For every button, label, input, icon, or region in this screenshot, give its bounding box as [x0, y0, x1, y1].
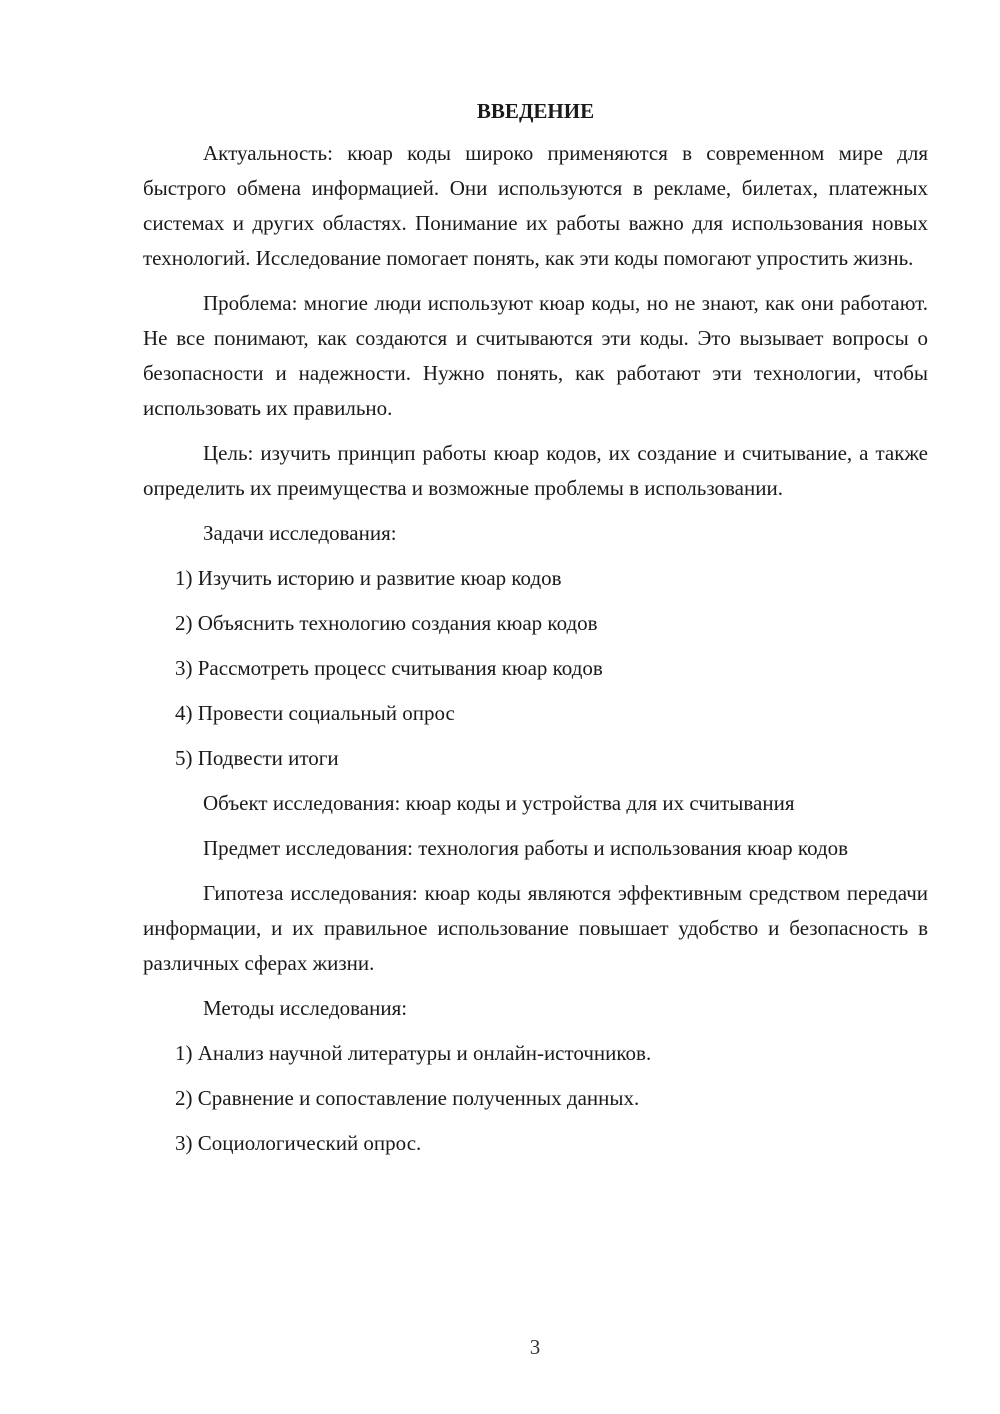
document-page [143, 96, 928, 1171]
subject-paragraph: Предмет исследования: технология работы и использования кюар кодов [203, 836, 849, 860]
object-paragraph: Объект исследования: кюар коды и устройства для их считывания [203, 791, 795, 815]
goal-paragraph: Цель: изучить принцип работы кюар кодов, их создание и считывание, а также определить их преимущества и возможные проблемы в использовании. [143, 441, 928, 500]
hypothesis-paragraph: Гипотеза исследования: кюар коды являются эффективным средством передачи информации, и их правильное использование повышает удобство и безопасность в различных сферах жизни. [143, 881, 928, 975]
methods-list [143, 1036, 928, 1161]
tasks-heading: Задачи исследования: [203, 521, 397, 545]
list-item: 2) Объяснить технологию создания кюар кодов [175, 611, 598, 635]
list-item: 1) Анализ научной литературы и онлайн-источников. [175, 1041, 652, 1065]
page-title: ВВЕДЕНИЕ [476, 99, 595, 123]
list-item: 4) Провести социальный опрос [175, 701, 455, 725]
list-item: 3) Социологический опрос. [175, 1131, 422, 1155]
relevance-paragraph: Актуальность: кюар коды широко применяются в современном мире для быстрого обмена информацией. Они используются в рекламе, билетах, платежных системах и других областях. Понимание их работы важно для использования новых технологий. Исследование помогает понять, как эти коды помогают упростить жизнь. [143, 141, 928, 270]
list-item: 3) Рассмотреть процесс считывания кюар кодов [175, 656, 603, 680]
tasks-list [143, 561, 928, 776]
problem-paragraph: Проблема: многие люди используют кюар коды, но не знают, как они работают. Не все понимают, как создаются и считываются эти коды. Это вызывает вопросы о безопасности и надежности. Нужно понять, как работают эти технологии, чтобы использовать их правильно. [143, 291, 928, 420]
list-item: 5) Подвести итоги [175, 746, 339, 770]
list-item: 1) Изучить историю и развитие кюар кодов [175, 566, 562, 590]
methods-heading: Методы исследования: [203, 996, 408, 1020]
list-item: 2) Сравнение и сопоставление полученных данных. [175, 1086, 640, 1110]
page-number: 3 [529, 1335, 541, 1359]
